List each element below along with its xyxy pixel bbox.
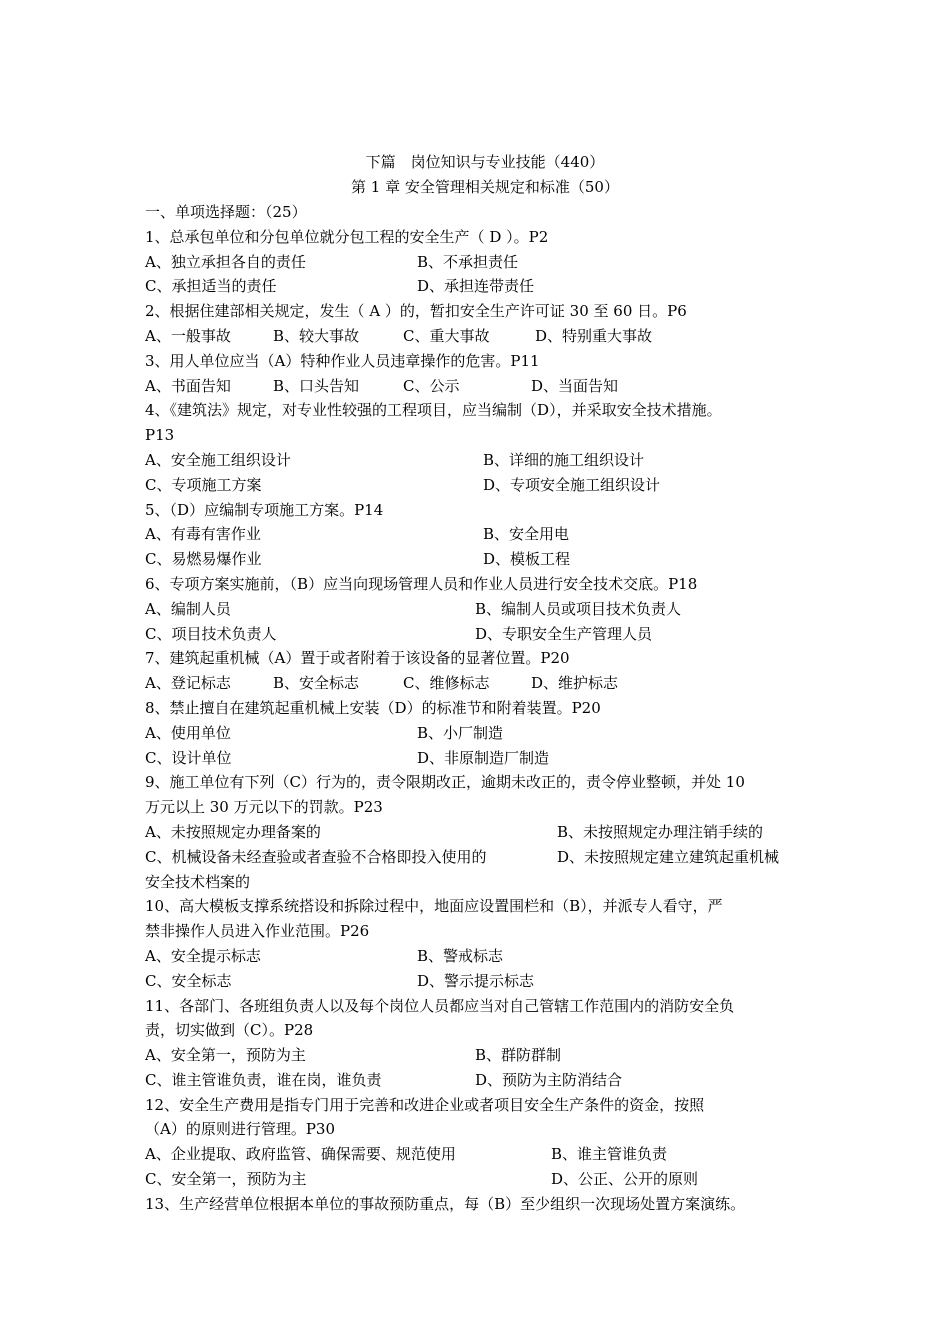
option-c: C、重大事故: [403, 326, 490, 345]
option-row: [145, 944, 825, 969]
chapter-title: 第 1 章 安全管理相关规定和标准（50）: [351, 178, 619, 196]
question-stem: 3、用人单位应当（A）特种作业人员违章操作的危害。P11: [145, 351, 540, 370]
option-row: [145, 622, 825, 647]
document-page: [145, 150, 825, 1217]
option-row: [145, 473, 825, 498]
option-row: [145, 324, 825, 349]
option-a: A、企业提取、政府监管、确保需要、规范使用: [145, 1145, 456, 1164]
question-stem: 5、（D）应编制专项施工方案。P14: [145, 500, 384, 519]
option-a: A、使用单位: [145, 723, 231, 742]
option-c: C、项目技术负责人: [145, 624, 277, 643]
option-continued: 安全技术档案的: [145, 872, 251, 891]
option-a: A、书面告知: [145, 376, 231, 395]
option-row: [145, 1167, 825, 1192]
question-stem: 1、总承包单位和分包单位就分包工程的安全生产（ D ）。P2: [145, 227, 549, 246]
question-stem-continued: 万元以上 30 万元以下的罚款。P23: [145, 798, 383, 817]
option-d: D、当面告知: [531, 376, 619, 395]
option-b: B、较大事故: [273, 326, 360, 345]
option-b: B、不承担责任: [417, 252, 519, 271]
option-row: [145, 250, 825, 275]
option-b: B、安全用电: [483, 525, 570, 544]
option-row: [145, 820, 825, 845]
option-a: A、安全第一，预防为主: [145, 1046, 306, 1065]
option-c: C、专项施工方案: [145, 475, 262, 494]
question-stem: 4、《建筑法》规定，对专业性较强的工程项目，应当编制（D），并采取安全技术措施。: [145, 401, 722, 420]
option-c: C、安全标志: [145, 971, 232, 990]
option-b: B、警戒标志: [417, 946, 504, 965]
question-stem: 11、各部门、各班组负责人以及每个岗位人员都应当对自己管辖工作范围内的消防安全负: [145, 996, 735, 1015]
option-a: A、未按照规定办理备案的: [145, 822, 321, 841]
option-d: D、专职安全生产管理人员: [475, 624, 653, 643]
option-d: D、专项安全施工组织设计: [483, 475, 661, 494]
option-row: [145, 845, 825, 870]
option-row: [145, 746, 825, 771]
question-stem-continued: （A）的原则进行管理。P30: [145, 1120, 336, 1139]
question-stem: 10、高大模板支撑系统搭设和拆除过程中，地面应设置围栏和（B），并派专人看守，严: [145, 897, 723, 916]
question-stem: 9、施工单位有下列（C）行为的，责令限期改正，逾期未改正的，责令停业整顿，并处 10: [145, 773, 745, 792]
option-row: [145, 448, 825, 473]
option-row: [145, 969, 825, 994]
option-d: D、非原制造厂制造: [417, 748, 550, 767]
option-row: [145, 1142, 825, 1167]
option-c: C、机械设备未经查验或者查验不合格即投入使用的: [145, 847, 487, 866]
question-stem: 13、生产经营单位根据本单位的事故预防重点，每（B）至少组织一次现场处置方案演练。: [145, 1194, 746, 1213]
option-d: D、模板工程: [483, 550, 571, 569]
option-c: C、安全第一，预防为主: [145, 1170, 307, 1189]
question-stem: 12、安全生产费用是指专门用于完善和改进企业或者项目安全生产条件的资金，按照: [145, 1095, 705, 1114]
option-a: A、独立承担各自的责任: [145, 252, 306, 271]
option-row: [145, 1068, 825, 1093]
question-stem-continued: P13: [145, 426, 175, 445]
option-c: C、公示: [403, 376, 460, 395]
option-d: D、维护标志: [531, 674, 619, 693]
option-d: D、警示提示标志: [417, 971, 535, 990]
option-b: B、编制人员或项目技术负责人: [475, 599, 682, 618]
option-row: [145, 374, 825, 399]
option-row: [145, 721, 825, 746]
option-row: [145, 522, 825, 547]
option-a: A、编制人员: [145, 599, 231, 618]
option-row: [145, 597, 825, 622]
option-c: C、易燃易爆作业: [145, 550, 262, 569]
page-title: 下篇 岗位知识与专业技能（440）: [365, 153, 605, 171]
option-c: C、谁主管谁负责，谁在岗，谁负责: [145, 1070, 382, 1089]
option-row: [145, 274, 825, 299]
option-c: C、维修标志: [403, 674, 490, 693]
question-stem-continued: 禁非操作人员进入作业范围。P26: [145, 922, 370, 941]
option-b: B、小厂制造: [417, 723, 504, 742]
option-row: [145, 1043, 825, 1068]
option-a: A、有毒有害作业: [145, 525, 261, 544]
question-stem: 2、根据住建部相关规定，发生（ A ）的，暂扣安全生产许可证 30 至 60 日。P6: [145, 302, 687, 321]
option-d: D、承担连带责任: [417, 277, 535, 296]
option-b: B、群防群制: [475, 1046, 562, 1065]
option-d: D、未按照规定建立建筑起重机械: [557, 847, 780, 866]
option-c: C、设计单位: [145, 748, 232, 767]
option-c: C、承担适当的责任: [145, 277, 277, 296]
option-row: [145, 547, 825, 572]
option-a: A、安全提示标志: [145, 946, 261, 965]
option-b: B、安全标志: [273, 674, 360, 693]
option-d: D、公正、公开的原则: [551, 1170, 699, 1189]
question-stem: 7、建筑起重机械（A）置于或者附着于该设备的显著位置。P20: [145, 649, 570, 668]
option-a: A、一般事故: [145, 326, 231, 345]
option-b: B、谁主管谁负责: [551, 1145, 668, 1164]
option-a: A、安全施工组织设计: [145, 450, 291, 469]
option-a: A、登记标志: [145, 674, 231, 693]
option-b: B、未按照规定办理注销手续的: [557, 822, 764, 841]
option-row: [145, 671, 825, 696]
question-stem-continued: 责，切实做到（C）。P28: [145, 1021, 314, 1040]
option-d: D、特别重大事故: [535, 326, 653, 345]
option-b: B、口头告知: [273, 376, 360, 395]
option-d: D、预防为主防消结合: [475, 1070, 623, 1089]
option-b: B、详细的施工组织设计: [483, 450, 645, 469]
question-stem: 8、禁止擅自在建筑起重机械上安装（D）的标准节和附着装置。P20: [145, 698, 601, 717]
section-heading: 一、单项选择题：（25）: [145, 203, 307, 221]
question-stem: 6、专项方案实施前，（B）应当向现场管理人员和作业人员进行安全技术交底。P18: [145, 574, 698, 593]
